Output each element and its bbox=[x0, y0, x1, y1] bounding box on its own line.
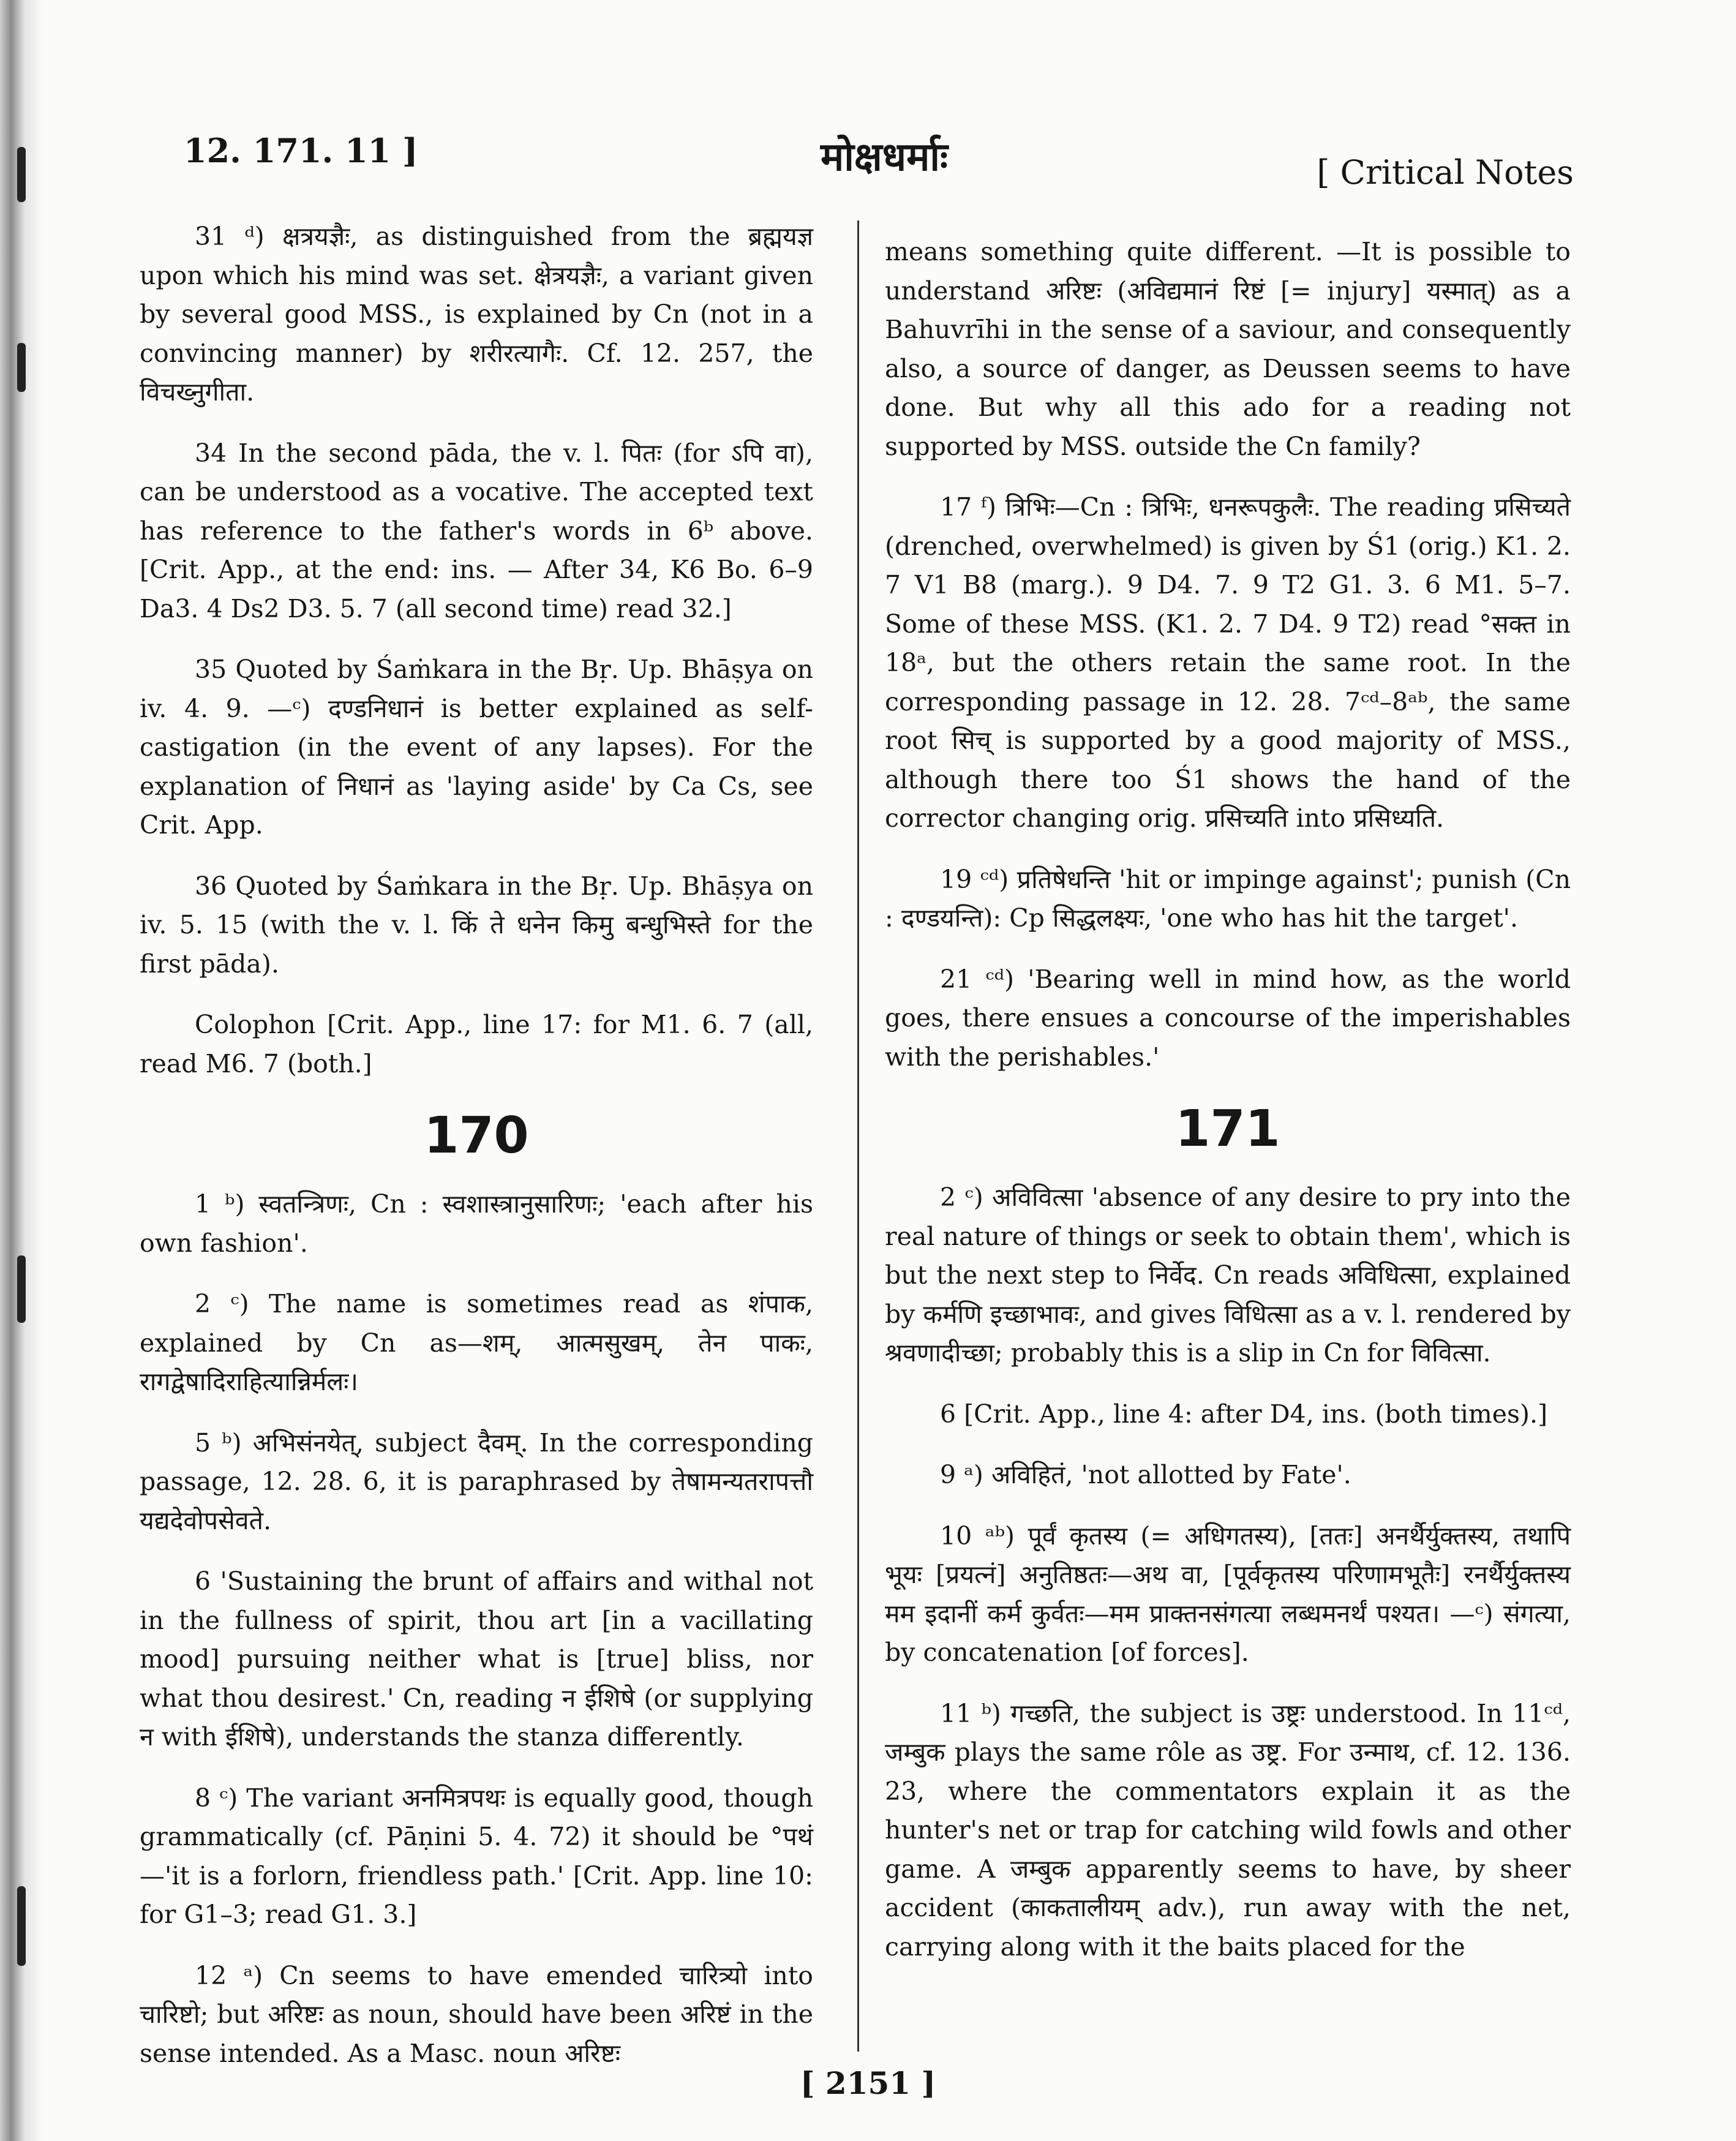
critical-note: 8 ᶜ) The variant अनमित्रपथः is equally good, though grammatically (cf. Pāṇini 5. 4. 72) it should be °पथं—'it is a forlorn, friendless path.' [Crit. App. line 10: for G1–3; read G1. 3.] bbox=[140, 1783, 813, 1929]
scan-mark-top bbox=[17, 147, 26, 202]
critical-note: 35 Quoted by Śaṁkara in the Bṛ. Up. Bhāṣya on iv. 4. 9. —ᶜ) दण्डनिधानं is better explained as self-castigation (in the event of any lapses). For the explanation of निधानं as 'laying aside' by Ca Cs, see Crit. App. bbox=[140, 655, 813, 840]
critical-note: 6 'Sustaining the brunt of affairs and withal not in the fullness of spirit, thou art [in a vacillating mood] pursuing neither what is [true] bliss, nor what thou desirest.' Cn, reading न ईशिषे (or supplying न with ईशिषे), understands the stanza differently. bbox=[140, 1567, 813, 1752]
page-header bbox=[184, 122, 1574, 202]
critical-note: 6 [Crit. App., line 4: after D4, ins. (both times).] bbox=[940, 1399, 1548, 1429]
column-divider bbox=[857, 220, 859, 2052]
critical-note: 36 Quoted by Śaṁkara in the Bṛ. Up. Bhāṣya on iv. 5. 15 (with the v. l. किं ते धनेन किमु बन्धुभिस्ते for the first pāda). bbox=[140, 871, 813, 979]
scan-edge bbox=[0, 0, 43, 2141]
scan-mark-middle bbox=[17, 1255, 26, 1323]
critical-note: 17 ᶠ) त्रिभिः—Cn : त्रिभिः, धनरूपकुलैः. The reading प्रसिच्यते (drenched, overwhelmed) is given by Ś1 (orig.) K1. 2. 7 V1 B8 (marg.). 9 D4. 7. 9 T2 G1. 3. 6 M1. 5–7. Some of these MSS. (K1. 2. 7 D4. 9 T2) read °सक्त in 18ᵃ, but the others retain the same root. In the corresponding passage in 12. 28. 7ᶜᵈ–8ᵃᵇ, the same root सिच् is supported by a good majority of MSS., although there too Ś1 shows the hand of the corrector changing orig. प्रसिच्यति into प्रसिध्यति. bbox=[885, 492, 1571, 833]
critical-note: 12 ᵃ) Cn seems to have emended चारित्र्यो into चारिष्टो; but अरिष्टः as noun, should have been अरिष्टं in the sense intended. As a Masc. noun अरिष्टः bbox=[140, 1960, 813, 2068]
header-section-label: [ Critical Notes bbox=[1317, 153, 1574, 192]
critical-note: 2 ᶜ) अविवित्सा 'absence of any desire to pry into the real nature of things or seek to obtain them', which is but the next step to निर्वेद. Cn reads अविधित्सा, explained by कर्मणि इच्छाभावः, and gives विधित्सा as a v. l. rendered by श्रवणादीच्छा; probably this is a slip in Cn for विवित्सा. bbox=[885, 1183, 1571, 1368]
critical-note: 19 ᶜᵈ) प्रतिषेधन्ति 'hit or impinge against'; punish (Cn : दण्डयन्ति): Cp सिद्धलक्ष्यः, 'one who has hit the target'. bbox=[885, 864, 1571, 933]
critical-note: Colophon [Crit. App., line 17: for M1. 6. 7 (all, read M6. 7 (both.] bbox=[140, 1010, 813, 1078]
section-heading: 170 bbox=[424, 1107, 529, 1165]
critical-note: 21 ᶜᵈ) 'Bearing well in mind how, as the world goes, there ensues a concourse of the imperishables with the perishables.' bbox=[885, 964, 1571, 1072]
critical-note: 34 In the second pāda, the v. l. पितः (for ऽपि वा), can be understood as a vocative. The accepted text has reference to the father's words in 6ᵇ above. [Crit. App., at the end: ins. — After 34, K6 Bo. 6–9 Da3. 4 Ds2 D3. 5. 7 (all second time) read 32.] bbox=[140, 438, 813, 623]
critical-note: 5 ᵇ) अभिसंनयेत्, subject दैवम्. In the corresponding passage, 12. 28. 6, it is paraphrased by तेषामन्यतरापत्तौ यद्यदेवोपसेवते. bbox=[140, 1428, 813, 1535]
header-reference: 12. 171. 11 ] bbox=[184, 131, 418, 170]
critical-note: 2 ᶜ) The name is sometimes read as शंपाक, explained by Cn as—शम्, आत्मसुखम्, तेन पाकः, रागद्वेषादिराहित्यान्निर्मलः। bbox=[140, 1289, 813, 1396]
critical-note: 11 ᵇ) गच्छति, the subject is उष्ट्रः understood. In 11ᶜᵈ, जम्बुक plays the same rôle as उष्ट्र. For उन्माथ, cf. 12. 136. 23, where the commentators explain it as the hunter's net or trap for catching wild fowls and other game. A जम्बुक apparently seems to have, by sheer accident (काकतालीयम् adv.), run away with the net, carrying along with it the baits placed for the bbox=[885, 1698, 1571, 1962]
header-title: मोक्षधर्माः bbox=[821, 134, 948, 180]
critical-note: 31 ᵈ) क्षत्रयज्ञैः, as distinguished from the ब्रह्मयज्ञ upon which his mind was set. क्षेत्रयज्ञैः, a variant given by several good MSS., is explained by Cn (not in a convincing manner) by शरीरत्यागैः. Cf. 12. 257, the विचख्नुगीता. bbox=[140, 222, 813, 407]
left-column bbox=[140, 217, 813, 2095]
critical-note: 1 ᵇ) स्वतन्त्रिणः, Cn : स्वशास्त्रानुसारिणः; 'each after his own fashion'. bbox=[140, 1189, 813, 1258]
section-heading: 171 bbox=[1175, 1100, 1280, 1158]
page-number: [ 2151 ] bbox=[800, 2065, 936, 2101]
note-continuation: means something quite different. —It is possible to understand अरिष्टः (अविद्यमानं रिष्टं [= injury] यस्मात्) as a Bahuvrīhi in the sense of a saviour, and consequently also, a source of danger, as Deussen seems to have done. But why all this ado for a reading not supported by MSS. outside the Cn family? bbox=[885, 237, 1571, 461]
scan-mark-upper bbox=[17, 343, 26, 392]
scan-mark-lower bbox=[17, 1886, 26, 1966]
critical-note: 9 ᵃ) अविहितं, 'not allotted by Fate'. bbox=[940, 1460, 1351, 1489]
critical-note: 10 ᵃᵇ) पूर्वं कृतस्य (= अधिगतस्य), [ततः] अनर्थैर्युक्तस्य, तथापि भूयः [प्रयत्नं] अनुतिष्ठतः—अथ वा, [पूर्वकृतस्य परिणामभूतैः] रनर्थैर्युक्तस्य मम इदानीं कर्म कुर्वतः—मम प्राक्तनसंगत्या लब्धमनर्थं पश्यत। —ᶜ) संगत्या, by concatenation [of forces]. bbox=[885, 1521, 1571, 1667]
right-column bbox=[885, 233, 1571, 1989]
